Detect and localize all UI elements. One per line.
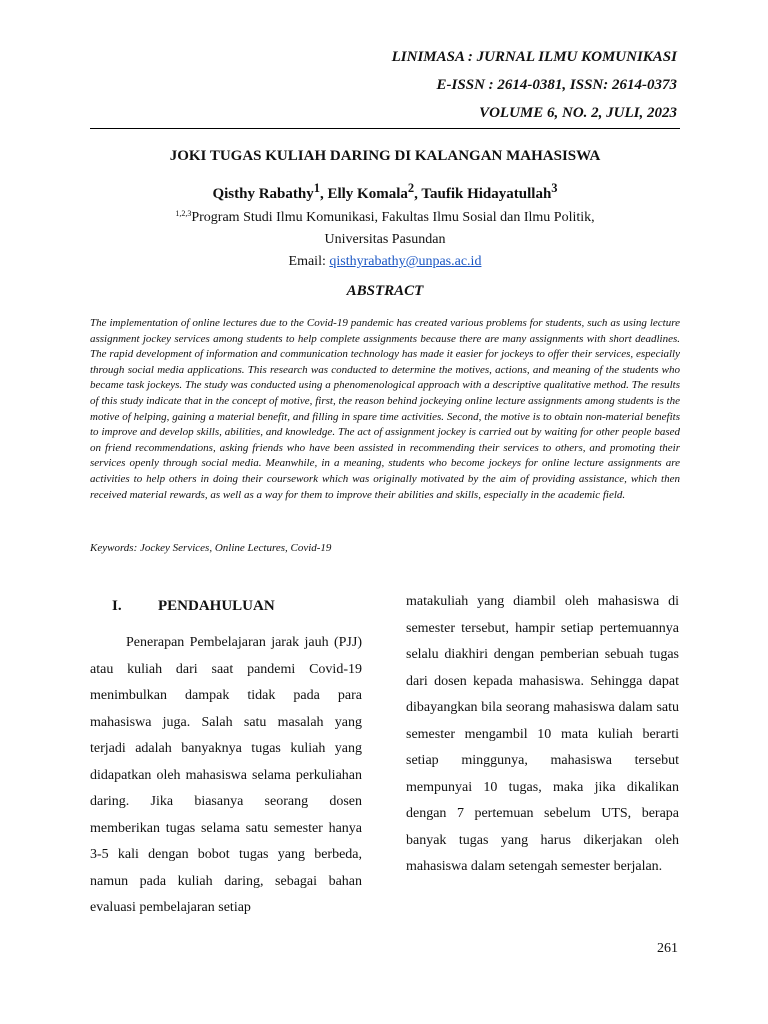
body-paragraph: Penerapan Pembelajaran jarak jauh (PJJ) atau kuliah dari saat pandemi Covid-19 menimbulkan dampak tidak pada para mahasiswa juga. Salah satu masalah yang terjadi adalah banyaknya tugas kuliah yang didapatkan oleh mahasiswa selama perkuliahan daring. Jika biasanya seorang dosen memberikan tugas selama satu semester hanya 3-5 kali dengan bobot tugas yang berbeda, namun pada kuliah daring, sebagai bahan evaluasi pembelajaran setiap	[90, 635, 362, 915]
journal-volume: VOLUME 6, NO. 2, JULI, 2023	[479, 105, 677, 121]
journal-header	[392, 46, 677, 130]
affiliation	[90, 203, 680, 273]
keywords: Keywords: Jockey Services, Online Lectures, Covid-19	[90, 542, 332, 554]
abstract-heading: ABSTRACT	[346, 283, 424, 299]
body-column-left	[90, 630, 362, 922]
affiliation-line2: Universitas Pasundan	[324, 232, 446, 247]
section-heading	[112, 598, 275, 615]
author-name: Taufik Hidayatullah	[421, 186, 552, 202]
author-sup: 1	[313, 181, 320, 195]
author-sup: 2	[407, 181, 415, 195]
email-link[interactable]: qisthyrabathy@unpas.ac.id	[329, 254, 482, 269]
body-paragraph: matakuliah yang diambil oleh mahasiswa di semester tersebut, hampir setiap pertemuannya selalu diakhiri dengan pemberian sebuah tugas dari dosen kepada mahasiswa. Sehingga dapat dibayangkan bila seorang mahasiswa dalam satu semester mengambil 10 mata kuliah berarti setiap minggunya, mahasiswa tersebut mempunyai 10 tugas, maka jika dikalikan dengan 7 pertemuan sebelum UTS, berapa banyak tugas yang harus dikerjakan oleh mahasiswa dalam setengah semester berjalan.	[406, 594, 679, 874]
author-list: Qisthy Rabathy$^1$, Elly Komala$^2$, Taufik Hidayatullah$^3$	[212, 181, 558, 202]
author-name: Qisthy Rabathy	[212, 186, 314, 202]
page-number: 261	[657, 941, 678, 956]
author-name: Elly Komala	[327, 186, 408, 202]
abstract-text: The implementation of online lectures due to the Covid-19 pandemic has created various problems for students, such as using lecture assignment jockey services among students to help complete assignments because there are many assignments with short deadlines. The rapid development of information and communication technology has made it easier for jockeys to offer their services, especially through social media applications. This research was conducted to determine the motives, actions, and meaning of the students who became task jockeys. The study was conducted using a phenomenological approach with a descriptive qualitative method. The results of this study indicate that in the concept of motive, first, the reason behind jockeying online lecture assignments among students is the motive of helping, gaining a material benefit, and filling in spare time activities. Second, the motive is to obtain non-material benefits to improve and develop skills, abilities, and knowledge. The act of assignment jockey is carried out by waiting for other people based on friend recommendations, asking friends who have been assisted in recommending their services to others, and promoting their services openly through social media. Meanwhile, in a meaning, students who become jockeys for online lecture assignments are activities to help others in doing their coursework which was originally motivated by the aim of providing assistance, which then received material rewards, as well as a way for them to improve their abilities and skills, especially in the academic field.	[90, 317, 680, 501]
section-title: PENDAHULUAN	[158, 598, 275, 614]
affiliation-line1: Program Studi Ilmu Komunikasi, Fakultas Ilmu Sosial dan Ilmu Politik,	[191, 210, 595, 225]
paper-title: JOKI TUGAS KULIAH DARING DI KALANGAN MAHASISWA	[169, 148, 601, 164]
header-divider	[90, 128, 680, 129]
email-label: Email:	[288, 254, 330, 269]
affiliation-sup: 1,2,3	[175, 209, 192, 218]
body-column-right	[406, 589, 679, 881]
section-number: I.	[112, 598, 122, 614]
journal-issn: E-ISSN : 2614-0381, ISSN: 2614-0373	[436, 77, 677, 93]
journal-name: LINIMASA : JURNAL ILMU KOMUNIKASI	[391, 49, 677, 65]
author-sup: 3	[551, 181, 558, 195]
